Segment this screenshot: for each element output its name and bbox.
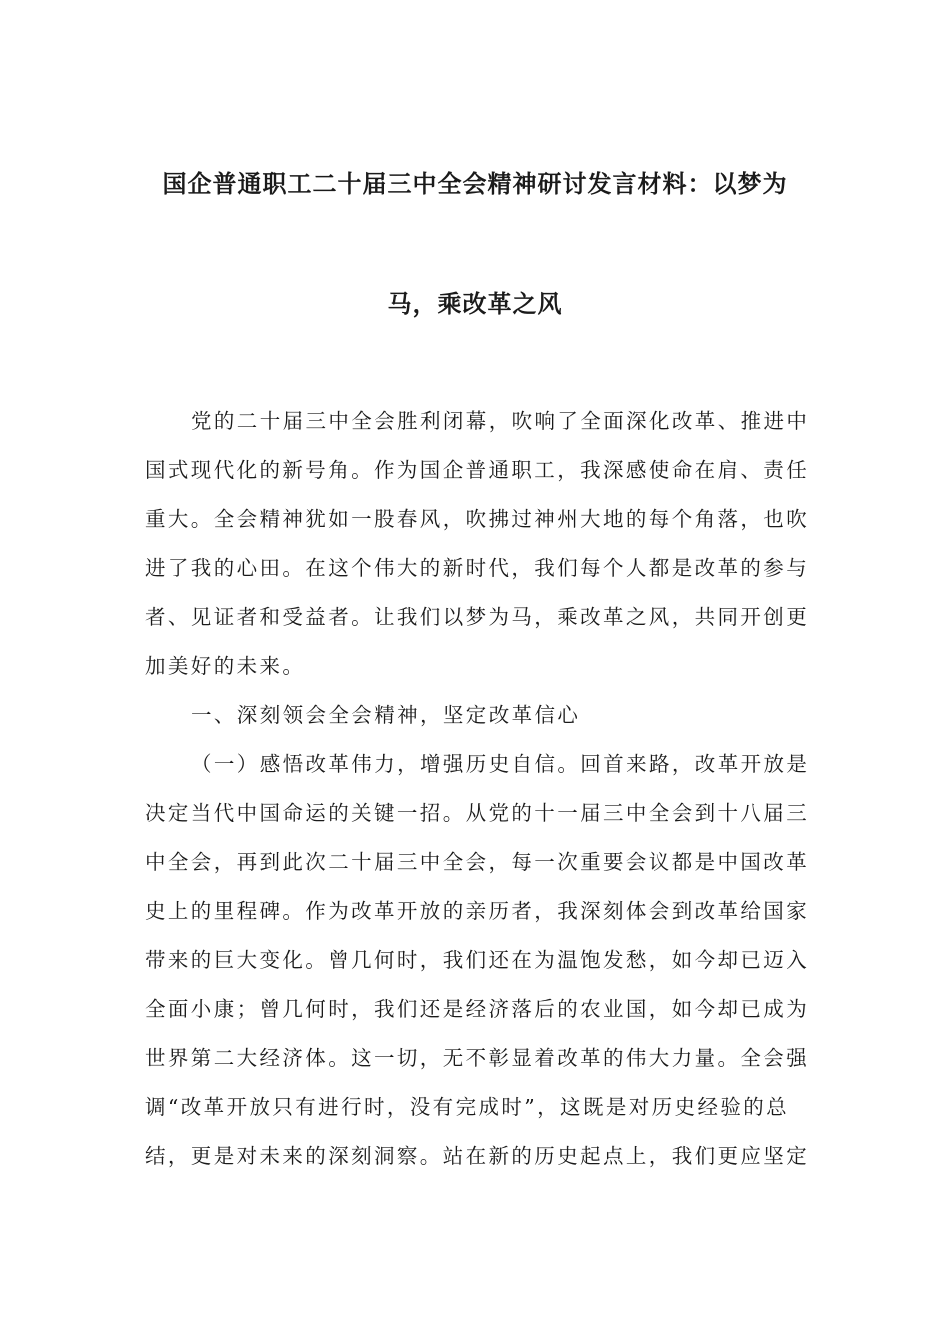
document-title-line-1: 国企普通职工二十届三中全会精神研讨发言材料：以梦为	[162, 170, 788, 198]
paragraph-line: 结，更是对未来的深刻洞察。站在新的历史起点上，我们更应坚定	[145, 1144, 810, 1168]
document-body	[145, 397, 809, 1181]
paragraph-line: 党的二十届三中全会胜利闭幕，吹响了全面深化改革、推进中	[191, 409, 810, 433]
paragraph-line: 决定当代中国命运的关键一招。从党的十一届三中全会到十八届三	[145, 801, 810, 825]
paragraph-line: 国式现代化的新号角。作为国企普通职工，我深感使命在肩、责任	[145, 458, 810, 482]
paragraph-line: 者、见证者和受益者。让我们以梦为马，乘改革之风，共同开创更	[145, 605, 810, 629]
paragraph-line: 全面小康；曾几何时，我们还是经济落后的农业国，如今却已成为	[145, 997, 810, 1021]
paragraph-line: 重大。全会精神犹如一股春风，吹拂过神州大地的每个角落，也吹	[145, 507, 810, 531]
paragraph-line: 中全会，再到此次二十届三中全会，每一次重要会议都是中国改革	[145, 850, 810, 874]
paragraph-line: （一）感悟改革伟力，增强历史自信。回首来路，改革开放是	[191, 752, 810, 776]
paragraph-line: 调“改革开放只有进行时，没有完成时”，这既是对历史经验的总	[145, 1095, 790, 1119]
paragraph-line: 加美好的未来。	[145, 654, 306, 678]
paragraph-line: 世界第二大经济体。这一切，无不彰显着改革的伟大力量。全会强	[145, 1046, 810, 1070]
section-heading: 一、深刻领会全会精神，坚定改革信心	[191, 703, 581, 727]
paragraph-line: 史上的里程碑。作为改革开放的亲历者，我深刻体会到改革给国家	[145, 899, 810, 923]
paragraph-line: 进了我的心田。在这个伟大的新时代，我们每个人都是改革的参与	[145, 556, 810, 580]
paragraph-line: 带来的巨大变化。曾几何时，我们还在为温饱发愁，如今却已迈入	[145, 948, 810, 972]
document-title-line-2: 马，乘改革之风	[387, 290, 563, 318]
